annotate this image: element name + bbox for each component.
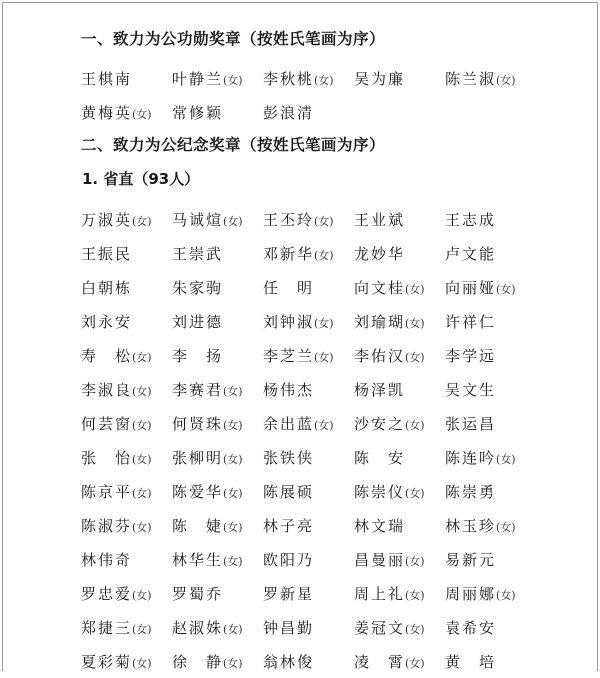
name-entry (445, 277, 536, 298)
name-row (81, 270, 581, 304)
person-name: 吴文生 (445, 380, 497, 399)
name-row (81, 474, 581, 508)
female-marker: (女) (132, 452, 152, 466)
name-row (81, 61, 581, 95)
female-marker: (女) (223, 622, 243, 636)
name-entry (354, 515, 445, 536)
name-row (81, 372, 581, 406)
name-entry (172, 209, 263, 230)
name-entry (263, 651, 354, 672)
person-name: 任 明 (263, 278, 315, 297)
name-entry (172, 68, 263, 89)
female-marker: (女) (405, 486, 425, 500)
person-name: 王丕玲 (263, 210, 315, 229)
person-name: 刘瑜瑚 (354, 312, 406, 331)
person-name: 沙安之 (354, 414, 406, 433)
person-name: 林子亮 (263, 516, 315, 535)
section1-heading: 一、致力为公功勋奖章（按姓氏笔画为序） (81, 30, 386, 48)
name-entry (172, 515, 263, 536)
person-name: 许祥仁 (445, 312, 497, 331)
female-marker: (女) (314, 316, 334, 330)
name-entry (81, 68, 172, 89)
person-name: 吴为廉 (354, 69, 406, 88)
name-entry (81, 345, 172, 366)
name-entry (172, 447, 263, 468)
section2-subheading: 1. 省直（93人） (82, 170, 200, 188)
female-marker: (女) (405, 418, 425, 432)
name-entry (172, 102, 263, 123)
female-marker: (女) (314, 248, 334, 262)
person-name: 易新元 (445, 550, 497, 569)
person-name: 林伟奇 (81, 550, 133, 569)
name-entry (354, 617, 445, 638)
name-entry (354, 549, 445, 570)
person-name: 龙妙华 (354, 244, 406, 263)
female-marker: (女) (132, 656, 152, 670)
name-row (81, 236, 581, 270)
name-entry (81, 102, 172, 123)
female-marker: (女) (223, 554, 243, 568)
name-entry (445, 583, 536, 604)
name-entry (81, 651, 172, 672)
name-entry (172, 277, 263, 298)
person-name: 李 扬 (172, 346, 224, 365)
name-entry (263, 345, 354, 366)
person-name: 王崇武 (172, 244, 224, 263)
female-marker: (女) (223, 214, 243, 228)
name-entry (445, 515, 536, 536)
person-name: 何芸窗 (81, 414, 133, 433)
name-entry (354, 481, 445, 502)
name-entry (263, 209, 354, 230)
person-name: 刘进德 (172, 312, 224, 331)
female-marker: (女) (405, 316, 425, 330)
name-entry (81, 583, 172, 604)
female-marker: (女) (405, 282, 425, 296)
person-name: 杨伟杰 (263, 380, 315, 399)
name-entry (263, 583, 354, 604)
person-name: 陈兰淑 (445, 69, 497, 88)
person-name: 陈京平 (81, 482, 133, 501)
name-entry (81, 549, 172, 570)
person-name: 叶静兰 (172, 69, 224, 88)
name-entry (81, 311, 172, 332)
person-name: 陈连吟 (445, 448, 497, 467)
person-name: 黄梅英 (81, 103, 133, 122)
name-entry (354, 277, 445, 298)
name-entry (81, 413, 172, 434)
name-row (81, 338, 581, 372)
person-name: 翁林俊 (263, 652, 315, 671)
female-marker: (女) (223, 486, 243, 500)
female-marker: (女) (314, 418, 334, 432)
female-marker: (女) (223, 452, 243, 466)
person-name: 王振民 (81, 244, 133, 263)
person-name: 何贤珠 (172, 414, 224, 433)
person-name: 凌 霄 (354, 652, 406, 671)
name-entry (354, 209, 445, 230)
name-entry (263, 481, 354, 502)
name-entry (172, 481, 263, 502)
name-entry (263, 549, 354, 570)
person-name: 向文桂 (354, 278, 406, 297)
person-name: 周上礼 (354, 584, 406, 603)
name-entry (445, 413, 536, 434)
name-entry (172, 243, 263, 264)
person-name: 邓新华 (263, 244, 315, 263)
female-marker: (女) (314, 350, 334, 364)
female-marker: (女) (405, 622, 425, 636)
name-entry (263, 102, 354, 123)
person-name: 黄 培 (445, 652, 497, 671)
person-name: 陈淑芬 (81, 516, 133, 535)
name-entry (81, 379, 172, 400)
person-name: 徐 静 (172, 652, 224, 671)
name-entry (263, 617, 354, 638)
name-entry (81, 481, 172, 502)
section2-name-list (81, 202, 581, 678)
female-marker: (女) (223, 520, 243, 534)
female-marker: (女) (314, 214, 334, 228)
female-marker: (女) (132, 622, 152, 636)
name-entry (354, 583, 445, 604)
name-row (81, 440, 581, 474)
person-name: 郑捷三 (81, 618, 133, 637)
name-entry (445, 447, 536, 468)
name-entry (81, 209, 172, 230)
person-name: 罗新星 (263, 584, 315, 603)
person-name: 昌曼丽 (354, 550, 406, 569)
name-entry (445, 617, 536, 638)
female-marker: (女) (405, 656, 425, 670)
name-entry (172, 651, 263, 672)
person-name: 白朝栋 (81, 278, 133, 297)
name-entry (445, 311, 536, 332)
person-name: 袁希安 (445, 618, 497, 637)
person-name: 欧阳乃 (263, 550, 315, 569)
name-entry (81, 243, 172, 264)
person-name: 陈崇勇 (445, 482, 497, 501)
female-marker: (女) (132, 107, 152, 121)
person-name: 卢文能 (445, 244, 497, 263)
name-entry (172, 583, 263, 604)
person-name: 陈爱华 (172, 482, 224, 501)
female-marker: (女) (496, 73, 516, 87)
name-entry (354, 345, 445, 366)
name-row (81, 202, 581, 236)
person-name: 寿 松 (81, 346, 133, 365)
name-entry (445, 68, 536, 89)
name-entry (354, 68, 445, 89)
name-row (81, 508, 581, 542)
name-row (81, 304, 581, 338)
person-name: 李学远 (445, 346, 497, 365)
name-entry (263, 277, 354, 298)
name-entry (445, 209, 536, 230)
female-marker: (女) (132, 486, 152, 500)
name-entry (354, 651, 445, 672)
name-entry (81, 447, 172, 468)
person-name: 李秋桃 (263, 69, 315, 88)
person-name: 李赛君 (172, 380, 224, 399)
name-entry (263, 515, 354, 536)
name-entry (81, 515, 172, 536)
person-name: 李芝兰 (263, 346, 315, 365)
female-marker: (女) (132, 588, 152, 602)
name-entry (445, 481, 536, 502)
person-name: 林玉珍 (445, 516, 497, 535)
person-name: 余出蓝 (263, 414, 315, 433)
person-name: 陈崇仪 (354, 482, 406, 501)
person-name: 张运昌 (445, 414, 497, 433)
name-entry (263, 243, 354, 264)
name-entry (354, 447, 445, 468)
person-name: 朱家驹 (172, 278, 224, 297)
name-entry (263, 68, 354, 89)
female-marker: (女) (496, 588, 516, 602)
person-name: 张 怡 (81, 448, 133, 467)
name-entry (81, 277, 172, 298)
person-name: 彭浪清 (263, 103, 315, 122)
person-name: 赵淑姝 (172, 618, 224, 637)
section1-name-list (81, 61, 581, 129)
person-name: 李淑良 (81, 380, 133, 399)
female-marker: (女) (132, 214, 152, 228)
person-name: 万淑英 (81, 210, 133, 229)
female-marker: (女) (405, 588, 425, 602)
name-row (81, 610, 581, 644)
female-marker: (女) (223, 656, 243, 670)
name-row (81, 95, 581, 129)
section2-heading: 二、致力为公纪念奖章（按姓氏笔画为序） (81, 136, 386, 154)
person-name: 向丽娅 (445, 278, 497, 297)
name-entry (172, 413, 263, 434)
name-entry (81, 617, 172, 638)
person-name: 陈 安 (354, 448, 406, 467)
person-name: 刘永安 (81, 312, 133, 331)
female-marker: (女) (405, 350, 425, 364)
female-marker: (女) (223, 418, 243, 432)
female-marker: (女) (496, 520, 516, 534)
name-row (81, 406, 581, 440)
person-name: 张柳明 (172, 448, 224, 467)
person-name: 马诚煊 (172, 210, 224, 229)
female-marker: (女) (496, 282, 516, 296)
person-name: 张铁侠 (263, 448, 315, 467)
name-entry (172, 345, 263, 366)
name-entry (445, 243, 536, 264)
female-marker: (女) (496, 452, 516, 466)
name-entry (263, 413, 354, 434)
name-entry (445, 345, 536, 366)
person-name: 姜冠文 (354, 618, 406, 637)
person-name: 林华生 (172, 550, 224, 569)
name-entry (445, 651, 536, 672)
person-name: 王棋南 (81, 69, 133, 88)
name-entry (354, 243, 445, 264)
female-marker: (女) (223, 73, 243, 87)
person-name: 王业斌 (354, 210, 406, 229)
person-name: 杨泽凯 (354, 380, 406, 399)
person-name: 钟昌勤 (263, 618, 315, 637)
person-name: 周丽娜 (445, 584, 497, 603)
female-marker: (女) (132, 350, 152, 364)
name-entry (263, 311, 354, 332)
name-entry (354, 413, 445, 434)
female-marker: (女) (314, 73, 334, 87)
name-row (81, 576, 581, 610)
name-entry (263, 447, 354, 468)
person-name: 林文瑞 (354, 516, 406, 535)
name-entry (445, 379, 536, 400)
name-row (81, 542, 581, 576)
person-name: 罗忠爱 (81, 584, 133, 603)
female-marker: (女) (132, 384, 152, 398)
name-entry (445, 549, 536, 570)
name-entry (354, 311, 445, 332)
person-name: 李佑汉 (354, 346, 406, 365)
female-marker: (女) (132, 520, 152, 534)
person-name: 刘钟淑 (263, 312, 315, 331)
name-entry (354, 379, 445, 400)
person-name: 罗蜀乔 (172, 584, 224, 603)
person-name: 王志成 (445, 210, 497, 229)
name-entry (172, 379, 263, 400)
person-name: 陈 婕 (172, 516, 224, 535)
female-marker: (女) (132, 418, 152, 432)
name-entry (172, 549, 263, 570)
name-entry (172, 617, 263, 638)
person-name: 常修颖 (172, 103, 224, 122)
person-name: 陈展硕 (263, 482, 315, 501)
female-marker: (女) (405, 554, 425, 568)
female-marker: (女) (223, 384, 243, 398)
name-entry (263, 379, 354, 400)
person-name: 夏彩菊 (81, 652, 133, 671)
name-entry (172, 311, 263, 332)
